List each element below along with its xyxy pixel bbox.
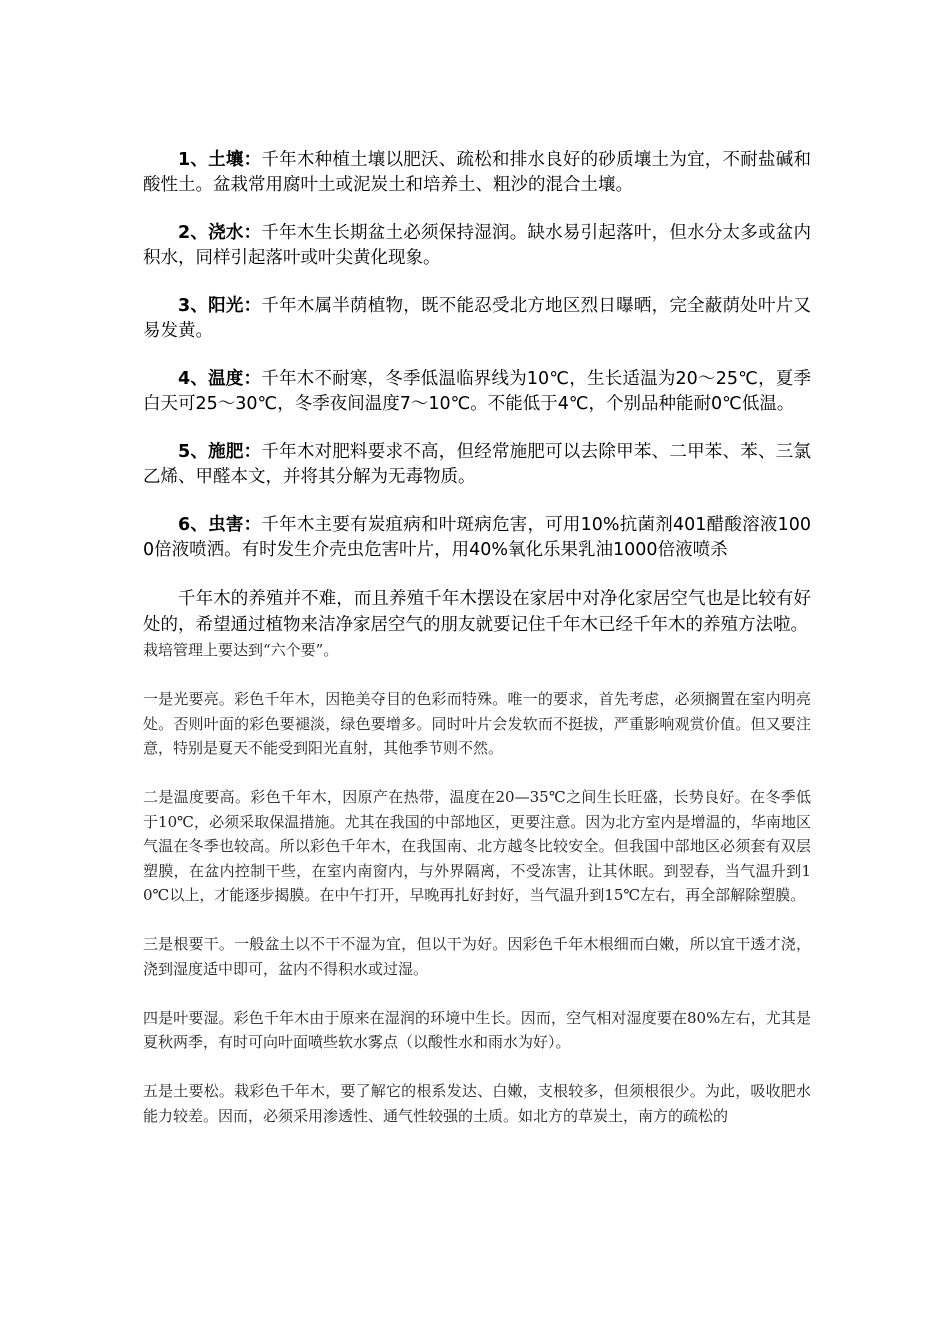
six-points-section [143,638,811,1128]
care-item-pests [143,513,811,563]
point-soil: 五是土要松。栽彩色千年木，要了解它的根系发达、白嫩，支根较多，但须根很少。为此，吸收肥水能力较差。因而，必须采用渗透性、通气性较强的土质。如北方的草炭土，南方的疏松的 [143,1082,811,1125]
point-leaf: 四是叶要湿。彩色千年木由于原来在湿润的环境中生长。因而，空气相对湿度要在80%左右，尤其是夏秋两季，有时可向叶面喷些软水雾点（以酸性水和雨水为好）。 [143,1008,811,1051]
point-root: 三是根要干。一般盆土以不干不湿为宜，但以干为好。因彩色千年木根细而白嫩，所以宜干透才浇，浇到湿度适中即可，盆内不得积水或过湿。 [143,935,811,978]
care-item-label: 3、阳光： [178,296,262,316]
care-item-text: 千年木种植土壤以肥沃、疏松和排水良好的砂质壤土为宜，不耐盐碱和酸性土。盆栽常用腐叶土或泥炭土和培养土、粗沙的混合土壤。 [143,150,811,195]
care-item-watering [143,221,811,271]
care-item-text: 千年木主要有炭疽病和叶斑病危害，可用10%抗菌剂401醋酸溶液1000倍液喷洒。有时发生介壳虫危害叶片，用40%氧化乐果乳油1000倍液喷杀 [143,515,811,560]
point-temperature: 二是温度要高。彩色千年木，因原产在热带，温度在20—35℃之间生长旺盛，长势良好。在冬季低于10℃，必须采取保温措施。尤其在我国的中部地区，更要注意。因为北方室内是增温的，华南地区气温在冬季也较高。所以彩色千年木，在我国南、北方越冬比较安全。但我国中部地区必须套有双层塑膜，在盆内控制干些，在室内南窗内，与外界隔离，不受冻害，让其休眠。到翌春，当气温升到10℃以上，才能逐步揭膜。在中午打开，早晚再扎好封好，当气温升到15℃左右，再全部解除塑膜。 [143,788,811,904]
care-item-sunlight [143,294,811,344]
care-item-text: 千年木不耐寒，冬季低温临界线为10℃，生长适温为20～25℃，夏季白天可25～30℃，冬季夜间温度7～10℃。不能低于4℃，个别品种能耐0℃低温。 [143,369,812,414]
care-item-label: 4、温度： [178,369,262,389]
care-item-label: 6、虫害： [178,515,262,535]
care-item-label: 1、土壤： [178,150,262,170]
care-item-label: 2、浇水： [178,223,262,243]
care-item-label: 5、施肥： [178,442,262,462]
care-item-soil [143,148,811,198]
care-item-text: 千年木属半荫植物，既不能忍受北方地区烈日曝晒，完全蔽荫处叶片又易发黄。 [143,296,811,341]
care-item-text: 千年木生长期盆土必须保持湿润。缺水易引起落叶，但水分太多或盆内积水，同样引起落叶或叶尖黄化现象。 [143,223,811,268]
closing-paragraph: 千年木的养殖并不难，而且养殖千年木摆设在家居中对净化家居空气也是比较有好处的，希望通过植物来洁净家居空气的朋友就要记住千年木已经千年木的养殖方法啦。 [143,589,811,635]
care-item-text: 千年木对肥料要求不高，但经常施肥可以去除甲苯、二甲苯、苯、三氯乙烯、甲醛本文，并将其分解为无毒物质。 [143,442,811,487]
point-light: 一是光要亮。彩色千年木，因艳美夺目的色彩而特殊。唯一的要求，首先考虑，必须搁置在室内明亮处。否则叶面的彩色要褪淡，绿色要增多。同时叶片会发软而不挺拔，严重影响观赏价值。但又要注意，特别是夏天不能受到阳光直射，其他季节则不然。 [143,690,811,757]
care-item-fertilizer [143,440,811,490]
document-page [143,148,811,1153]
six-points-intro: 栽培管理上要达到“六个要”。 [143,641,339,659]
care-item-temperature [143,367,811,417]
care-section [143,148,811,638]
